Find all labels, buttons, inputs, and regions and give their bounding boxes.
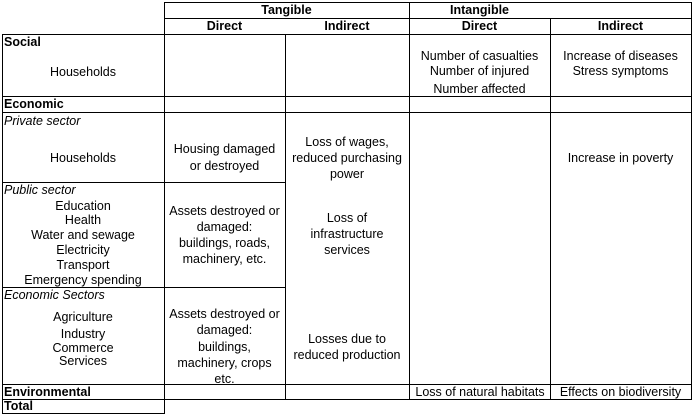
sector-item-commerce: Commerce: [52, 341, 114, 355]
social-households: Households: [49, 65, 116, 79]
private-tang-indirect-1: Loss of wages,: [305, 135, 389, 149]
header-tangible-direct: Direct: [206, 19, 243, 33]
public-item-water: Water and sewage: [31, 228, 135, 242]
sectors-tang-direct-2: damaged:: [196, 323, 253, 337]
private-int-indirect: Increase in poverty: [567, 151, 674, 165]
row-label-social: Social: [4, 35, 41, 49]
social-int-direct-1: Number of casualties: [420, 49, 539, 63]
public-tang-indirect-3: services: [324, 243, 370, 257]
social-int-indirect-2: Stress symptoms: [572, 64, 669, 78]
header-intangible-direct: Direct: [461, 19, 498, 33]
public-item-transport: Transport: [56, 258, 110, 272]
public-tang-direct-1: Assets destroyed or: [169, 204, 280, 218]
environmental-int-direct: Loss of natural habitats: [415, 385, 545, 399]
sectors-tang-indirect-1: Losses due to: [308, 332, 386, 346]
public-item-health: Health: [64, 213, 102, 227]
sectors-tang-direct-1: Assets destroyed or: [169, 307, 280, 321]
private-tang-indirect-2: reduced purchasing: [292, 151, 402, 165]
public-tang-indirect-1: Loss of: [326, 211, 368, 225]
public-tang-indirect-2: infrastructure: [310, 227, 384, 241]
public-item-electricity: Electricity: [56, 243, 110, 257]
private-sector-label: Private sector: [4, 114, 81, 128]
row-label-total: Total: [4, 399, 33, 413]
public-tang-direct-4: machinery, etc.: [182, 252, 267, 266]
private-tang-indirect-3: power: [329, 167, 365, 181]
private-households: Households: [49, 151, 116, 165]
sectors-tang-direct-3: buildings,: [198, 340, 251, 354]
private-tang-direct-2: or destroyed: [189, 159, 260, 173]
social-int-direct-3: Number affected: [433, 82, 526, 96]
environmental-int-indirect: Effects on biodiversity: [559, 385, 682, 399]
header-intangible: Intangible: [449, 3, 510, 17]
row-label-economic: Economic: [4, 97, 64, 111]
public-tang-direct-3: buildings, roads,: [178, 236, 271, 250]
row-label-environmental: Environmental: [4, 385, 91, 399]
sector-item-agriculture: Agriculture: [53, 310, 113, 324]
sectors-tang-direct-4: machinery, crops: [177, 356, 272, 370]
sector-item-industry: Industry: [60, 327, 106, 341]
public-sector-label: Public sector: [4, 183, 76, 197]
social-int-direct-2: Number of injured: [429, 64, 530, 78]
sectors-tang-direct-5: etc.: [214, 372, 235, 384]
public-tang-direct-2: damaged:: [196, 220, 253, 234]
sectors-tang-indirect-2: reduced production: [293, 348, 401, 362]
social-int-indirect-1: Increase of diseases: [563, 49, 678, 63]
private-tang-direct-1: Housing damaged: [173, 142, 276, 156]
header-intangible-indirect: Indirect: [597, 19, 644, 33]
economic-sectors-label: Economic Sectors: [4, 288, 105, 302]
header-tangible-indirect: Indirect: [324, 19, 370, 33]
public-item-emergency: Emergency spending: [24, 273, 142, 287]
header-tangible: Tangible: [261, 3, 312, 17]
sector-item-services: Services: [59, 354, 107, 368]
public-item-education: Education: [55, 199, 111, 213]
